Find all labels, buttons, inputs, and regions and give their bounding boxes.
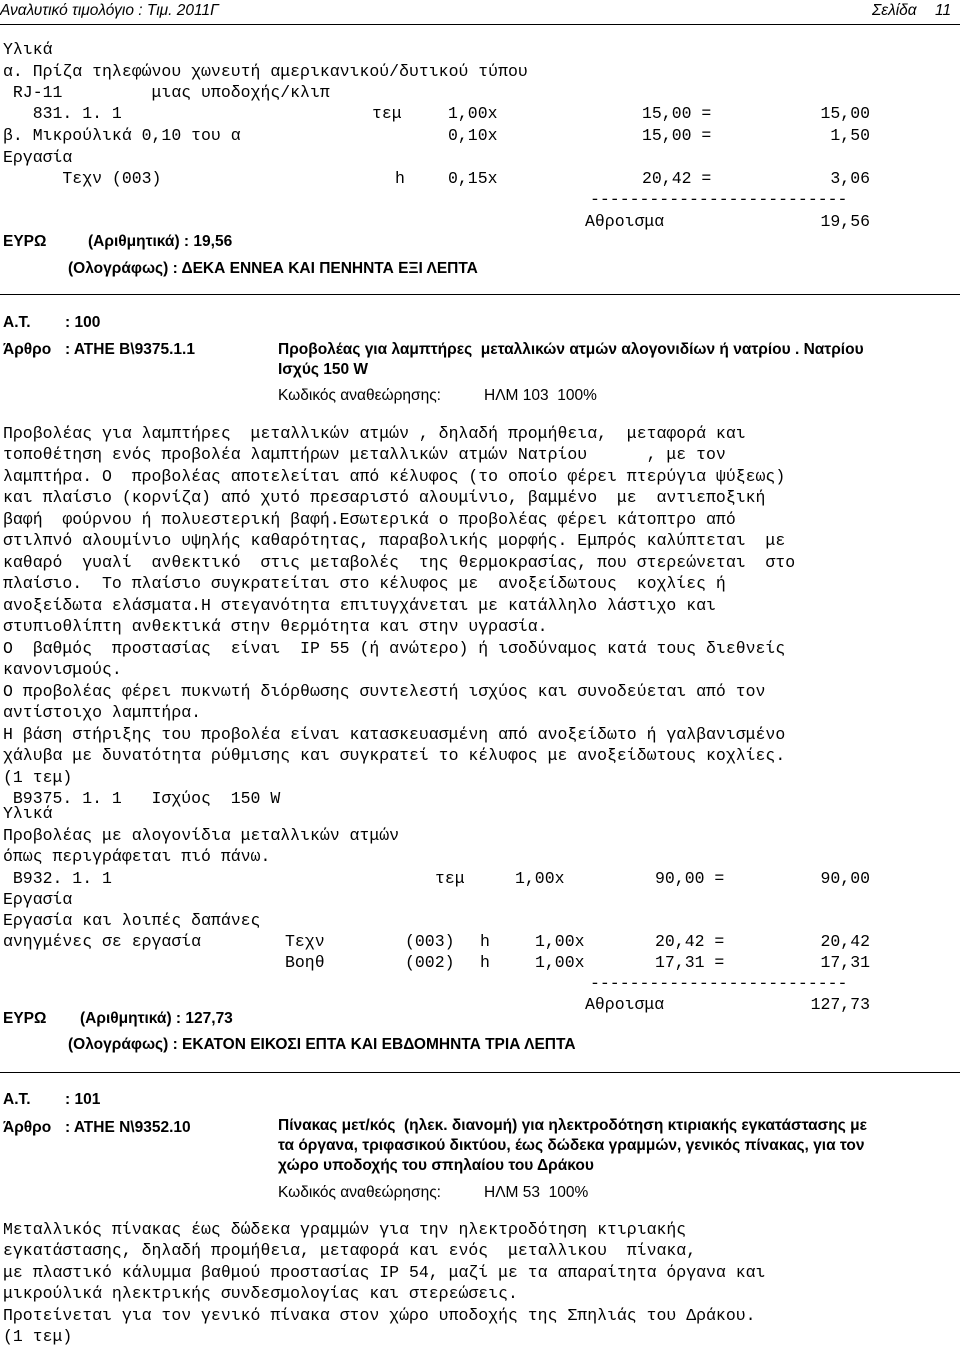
body-line: Ο βαθμός προστασίας είναι IP 55 (ή ανώτερο) ή ισοδύναμος κατά τους διεθνείς [3, 639, 786, 658]
material-b-total: 1,50 [830, 126, 870, 145]
labor1-qty: 1,00x [535, 932, 585, 951]
body-line: Η βάση στήριξης του προβολέα είναι κατασκευασμένη από ανοξείδωτο ή γαλβανισμένο [3, 725, 786, 744]
body-line: εγκατάστασης, δηλαδή προμήθεια, μεταφορά και ενός μεταλλικου πίνακα, [3, 1241, 697, 1260]
item-separator-rule [0, 1072, 960, 1073]
body-line: πλαίσιο. Το πλαίσιο συγκρατείται στο κέλυφος με ανοξείδωτους κοχλίες ή [3, 574, 726, 593]
labor1-unit: h [480, 932, 490, 951]
body-line: Μεταλλικός πίνακας έως δώδεκα γραμμών για την ηλεκτροδότηση κτιριακής [3, 1220, 687, 1239]
labor-line-qty: 0,15x [448, 169, 498, 188]
material-unit: τεμ [435, 869, 465, 888]
labor1-total: 20,42 [820, 932, 870, 951]
body-line: Προβολέας για λαμπτήρες μεταλλικών ατμών , δηλαδή προμήθεια, μεταφορά και [3, 424, 746, 443]
body-line: ανοξείδωτα ελάσματα.Η στεγανότητα επιτυγχάνεται με κατάλληλο λάστιχο και [3, 596, 716, 615]
body-line: χάλυβα με δυνατότητα ρύθμισης και συγκρατεί το κέλυφος με ανοξείδωτους κοχλίες. [3, 746, 786, 765]
material-a-desc-line2: RJ-11 μιας υποδοχής/κλιπ [3, 83, 330, 102]
labor2-name: Βοηθ [285, 953, 325, 972]
material-qty: 1,00x [515, 869, 565, 888]
price-in-words: (Ολογράφως) : ΔΕΚΑ ΕΝΝΕΑ ΚΑΙ ΠΕΝΗΝΤΑ ΕΞΙ ΛΕΠΤΑ [68, 260, 478, 277]
body-line: τοποθέτηση ενός προβολέα λαμπτήρων μεταλλικών ατμών Νατρίου , με τον [3, 445, 726, 464]
materials-heading: Υλικά [3, 804, 53, 823]
labor-subheading: Εργασία και λοιπές δαπάνες [3, 911, 261, 930]
body-line: αντίστοιχο λαμπτήρα. [3, 703, 202, 722]
item-separator-rule [0, 294, 960, 295]
body-line: Β9375. 1. 1 Ισχύος 150 W [3, 789, 281, 808]
body-line: Ο προβολέας φέρει πυκνωτή διόρθωσης συντελεστή ισχύος και συνοδεύεται από τον [3, 682, 766, 701]
at-label: Α.Τ. [3, 314, 31, 331]
sum-value: 127,73 [810, 995, 870, 1014]
material-price: 90,00 = [655, 869, 725, 888]
body-line: μικρούλικά ηλεκτρικής συνδεσμολογίας και στερεώσεις. [3, 1284, 518, 1303]
material-a-qty: 1,00x [448, 104, 498, 123]
body-line: με πλαστικό κάλυμμα βαθμού προστασίας IP 54, μαζί με τα απαραίτητα όργανα και [3, 1263, 766, 1282]
labor2-qty: 1,00x [535, 953, 585, 972]
body-line: (1 τεμ) [3, 1327, 73, 1346]
article-code: : ΑΤΗΕ Β\9375.1.1 [65, 341, 195, 358]
labor1-code: (003) [405, 932, 455, 951]
article-title-line2: τα όργανα, τριφασικού δικτύου, έως δώδεκα γραμμών, γενικός πίνακας, για τον [278, 1137, 865, 1154]
labor2-unit: h [480, 953, 490, 972]
labor-subheading-2: ανηγμένες σε εργασία [3, 932, 202, 951]
revision-value: ΗΛΜ 53 100% [484, 1184, 589, 1201]
body-line: καθαρό γυαλί ανθεκτικό στις μεταβολές της θερμοκρασίας, που στερεώνεται στο [3, 553, 796, 572]
article-title-line2: Ισχύς 150 W [278, 361, 369, 378]
price-numeric: (Αριθμητικά) : 127,73 [80, 1010, 233, 1027]
material-code: Β932. 1. 1 [3, 869, 112, 888]
labor-heading: Εργασία [3, 148, 73, 167]
body-line: βαφή φούρνου ή πολυεστερική βαφή.Εσωτερικά ο προβολέας φέρει κάτοπτρο από [3, 510, 736, 529]
sum-value: 19,56 [820, 212, 870, 231]
sum-label: Αθροισμα [585, 212, 665, 231]
materials-heading: Υλικά [3, 40, 53, 59]
labor2-price: 17,31 = [655, 953, 725, 972]
sum-label: Αθροισμα [585, 995, 665, 1014]
header-rule [0, 24, 960, 25]
page-label: Σελίδα [872, 2, 917, 19]
labor-line-unit: h [395, 169, 405, 188]
body-line: και πλαίσιο (κορνίζα) από χυτό πρεσαριστό αλουμίνιο, βαμμένο με αντιεποξική [3, 488, 766, 507]
body-line: στιλπνό αλουμίνιο υψηλής καθαρότητας, παραβολικής μορφής. Εμπρός καλύπτεται με [3, 531, 786, 550]
at-value: : 100 [65, 314, 101, 331]
material-b-price: 15,00 = [642, 126, 712, 145]
labor-line-desc: Τεχν (003) [3, 169, 162, 188]
body-line: λαμπτήρα. Ο προβολέας αποτελείται από κέλυφος (το οποίο φέρει πτερύγια ψύξεως) [3, 467, 786, 486]
labor1-name: Τεχν [285, 932, 325, 951]
article-title-line3: χώρο υποδοχής του σπηλαίου του Δράκου [278, 1157, 594, 1174]
document-title: Αναλυτικό τιμολόγιο : Τιμ. 2011Γ [0, 2, 219, 19]
revision-value: ΗΛΜ 103 100% [484, 387, 597, 404]
labor2-code: (002) [405, 953, 455, 972]
revision-label: Κωδικός αναθεώρησης: [278, 387, 441, 404]
body-line: (1 τεμ) [3, 768, 73, 787]
material-b-qty: 0,10x [448, 126, 498, 145]
labor2-total: 17,31 [820, 953, 870, 972]
price-numeric: (Αριθμητικά) : 19,56 [88, 233, 233, 250]
page-number: 11 [935, 2, 952, 19]
labor-line-price: 20,42 = [642, 169, 712, 188]
labor-line-total: 3,06 [830, 169, 870, 188]
labor1-price: 20,42 = [655, 932, 725, 951]
material-a-price: 15,00 = [642, 104, 712, 123]
material-total: 90,00 [820, 869, 870, 888]
article-title-line1: Πίνακας μετ/κός (ηλεκ. διανομή) για ηλεκτροδότηση κτιριακής εγκατάστασης με [278, 1117, 867, 1134]
material-b-desc: β. Μικρούλικά 0,10 του α [3, 126, 241, 145]
eur-label: ΕΥΡΩ [3, 233, 47, 250]
body-line: Προτείνεται για τον γενικό πίνακα στον χώρο υποδοχής της Σπηλιάς του Δράκου. [3, 1306, 756, 1325]
price-in-words: (Ολογράφως) : ΕΚΑΤΟΝ ΕΙΚΟΣΙ ΕΠΤΑ ΚΑΙ ΕΒΔΟΜΗΝΤΑ ΤΡΙΑ ΛΕΠΤΑ [68, 1036, 576, 1053]
sum-separator: -------------------------- [590, 190, 848, 209]
revision-label: Κωδικός αναθεώρησης: [278, 1184, 441, 1201]
body-line: κανονισμούς. [3, 660, 122, 679]
at-label: Α.Τ. [3, 1091, 31, 1108]
article-label: Άρθρο [3, 1119, 52, 1136]
article-title-line1: Προβολέας για λαμπτήρες μεταλλικών ατμών αλογονιδίων ή νατρίου . Νατρίου [278, 341, 864, 358]
article-label: Άρθρο [3, 341, 52, 358]
material-desc-line2: όπως περιγράφεται πιό πάνω. [3, 847, 271, 866]
material-a-total: 15,00 [820, 104, 870, 123]
material-a-desc-line1: α. Πρίζα τηλεφώνου χωνευτή αμερικανικού/δυτικού τύπου [3, 62, 528, 81]
eur-label: ΕΥΡΩ [3, 1010, 47, 1027]
body-line: στυπιοθλίπτη ανθεκτικά στην θερμότητα και στην υγρασία. [3, 617, 548, 636]
article-code: : ΑΤΗΕ Ν\9352.10 [65, 1119, 191, 1136]
material-a-unit: τεμ [372, 104, 402, 123]
labor-heading: Εργασία [3, 890, 73, 909]
material-desc-line1: Προβολέας με αλογονίδια μεταλλικών ατμών [3, 826, 400, 845]
at-value: : 101 [65, 1091, 101, 1108]
sum-separator: -------------------------- [590, 974, 848, 993]
material-a-code: 831. 1. 1 [3, 104, 122, 123]
